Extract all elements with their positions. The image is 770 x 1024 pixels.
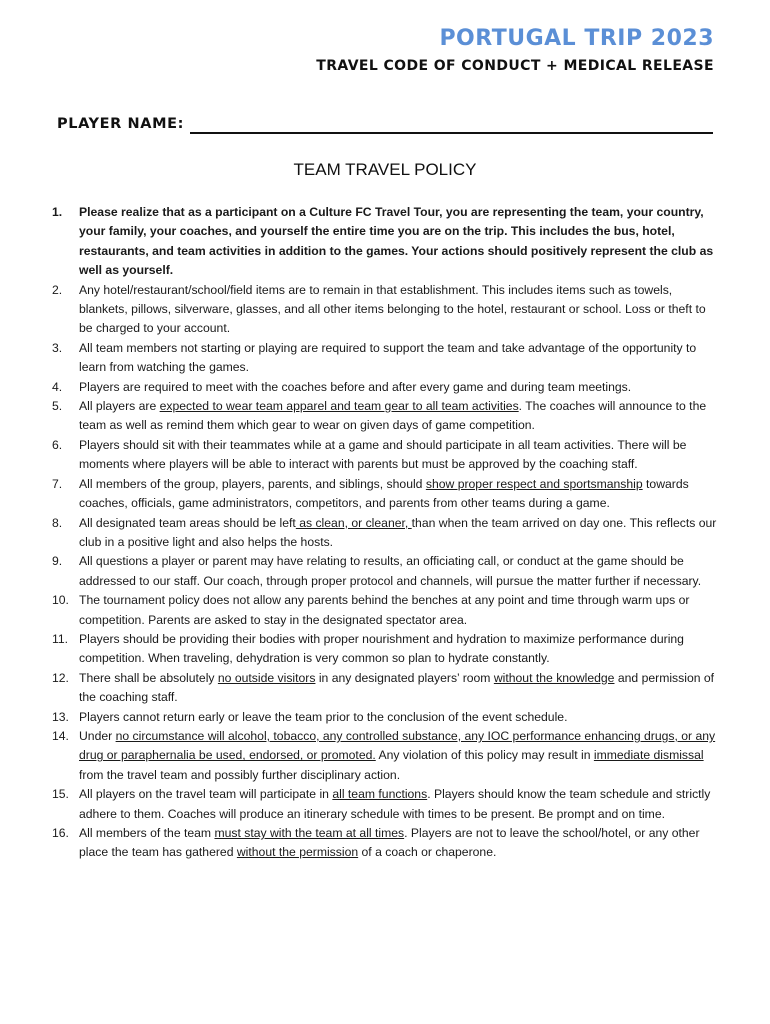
policy-item-text: [79, 591, 720, 630]
text-segment: . Players should know the team schedule and strictly adhere to them. Coaches will produce an itinerary schedule with times to be present. Be prompt and on time.: [79, 787, 711, 821]
section-heading: TEAM TRAVEL POLICY: [293, 160, 477, 179]
policy-item-number: 3.: [52, 340, 63, 355]
policy-item-number: 11.: [52, 631, 69, 646]
policy-item: [52, 785, 720, 824]
policy-item-number: 9.: [52, 554, 63, 569]
policy-item-text: [79, 203, 720, 281]
text-segment: Players should be providing their bodies with proper nourishment and hydration to maximize performance during competition. When traveling, dehydration is very common so plan to hydrate constantly.: [79, 631, 684, 666]
policy-item-number: 8.: [52, 515, 63, 530]
policy-item-text: [79, 436, 720, 475]
policy-item: [52, 591, 720, 630]
policy-item: [52, 436, 720, 475]
text-segment: than when the team arrived on day one. This reflects our club in a positive light and also helps the hosts.: [79, 515, 717, 549]
policy-item-text: [79, 630, 720, 669]
policy-item: [52, 669, 720, 708]
text-segment: Players should sit with their teammates while at a game and should participate in all team activities. There will be moments where players will be able to interact with parents but must be approved by the coaching staff.: [79, 437, 687, 472]
underlined-text: without the permission: [236, 845, 359, 860]
text-segment: All designated team areas should be left: [79, 515, 296, 530]
policy-item: [52, 397, 720, 436]
text-segment: All players on the travel team will participate in: [79, 787, 333, 802]
underlined-text: no circumstance will alcohol, tobacco, any controlled substance, any IOC performance enhancing drugs, or any drug or paraphernalia be used, endorsed, or promoted.: [79, 728, 716, 763]
player-name-label: PLAYER NAME:: [57, 116, 185, 132]
policy-item-text: [79, 669, 720, 708]
policy-item-text: [79, 397, 720, 436]
policy-item-text: [79, 378, 720, 397]
text-segment: Under: [79, 728, 116, 743]
text-segment: towards coaches, officials, game administrators, competitors, and parents from other teams during a game.: [79, 476, 689, 511]
underlined-text: all team functions: [332, 787, 428, 802]
policy-item-text: [79, 708, 720, 727]
underlined-text: as clean, or cleaner,: [295, 515, 412, 530]
text-segment: Players are required to meet with the coaches before and after every game and during team meetings.: [79, 379, 632, 394]
policy-item-number: 14.: [52, 728, 69, 743]
policy-item-number: 6.: [52, 437, 63, 452]
policy-item-text: [79, 514, 720, 553]
text-segment: All players are: [79, 399, 160, 414]
underlined-text: expected to wear team apparel and team gear to all team activities: [159, 399, 519, 414]
text-segment: All members of the team: [79, 826, 215, 840]
policy-item-text: [79, 281, 720, 339]
policy-item: [52, 630, 720, 669]
underlined-text: no outside visitors: [217, 670, 316, 685]
underlined-text: immediate dismissal: [593, 748, 704, 763]
underlined-text: must stay with the team at all times: [214, 826, 405, 840]
text-segment: of a coach or chaperone.: [358, 845, 497, 860]
policy-item-text: [79, 475, 720, 514]
policy-item-number: 13.: [52, 709, 69, 724]
player-name-blank-line: [190, 118, 713, 134]
text-segment: All members of the group, players, parents, and siblings, should: [79, 476, 426, 491]
policy-item-text: [79, 339, 720, 378]
policy-item-number: 4.: [52, 379, 63, 394]
policy-item-number: 16.: [52, 826, 69, 840]
policy-item: [52, 727, 720, 785]
document-subtitle: TRAVEL CODE OF CONDUCT + MEDICAL RELEASE: [316, 58, 714, 74]
policy-item-number: 5.: [52, 399, 63, 414]
policy-item-text: [79, 785, 720, 824]
policy-item: [52, 824, 720, 863]
policy-item-number: 1.: [52, 205, 63, 219]
text-segment: Players cannot return early or leave the team prior to the conclusion of the event schedule.: [79, 709, 568, 724]
text-segment: All questions a player or parent may have relating to results, an officiating call, or conduct at the game should be addressed to our staff. Our coach, through proper protocol and channels, will pursue the matter further if necessary.: [79, 554, 702, 588]
policy-item-number: 15.: [52, 787, 69, 802]
text-segment: Please realize that as a participant on a Culture FC Travel Tour, you are representing the team, your country, your family, your coaches, and yourself the entire time you are on the trip. This includes the bus, hotel, restaurants, and team activities in addition to the games. Your actions should positively represent the club as well as yourself.: [79, 205, 714, 278]
text-segment: and permission of the coaching staff.: [79, 670, 715, 705]
text-segment: The tournament policy does not allow any parents behind the benches at any point and time through warm ups or competition. Parents are asked to stay in the designated spectator area.: [79, 593, 690, 627]
text-segment: from the travel team and possibly further disciplinary action.: [79, 767, 401, 782]
text-segment: Any violation of this policy may result in: [375, 748, 594, 763]
policy-item-text: [79, 824, 720, 863]
policy-item: [52, 339, 720, 378]
policy-item: [52, 708, 720, 727]
document-title: PORTUGAL TRIP 2023: [439, 26, 714, 51]
policy-item: [52, 378, 720, 397]
policy-item-text: [79, 552, 720, 591]
text-segment: All team members not starting or playing are required to support the team and take advantage of the opportunity to learn from watching the games.: [79, 340, 697, 375]
policy-list: [52, 203, 720, 863]
text-segment: . Players are not to leave the school/hotel, or any other place the team has gathered: [79, 826, 700, 860]
policy-item: [52, 552, 720, 591]
policy-item-number: 2.: [52, 282, 63, 297]
policy-item: [52, 281, 720, 339]
policy-item-number: 10.: [52, 593, 69, 608]
text-segment: . The coaches will announce to the team as well as remind them which gear to wear on given days of game competition.: [79, 399, 707, 433]
text-segment: in any designated players’ room: [315, 670, 494, 685]
policy-item: [52, 514, 720, 553]
policy-item-number: 7.: [52, 476, 63, 491]
policy-item: [52, 475, 720, 514]
policy-item: [52, 203, 720, 281]
text-segment: There shall be absolutely: [79, 670, 218, 685]
underlined-text: without the knowledge: [493, 670, 615, 685]
text-segment: Any hotel/restaurant/school/field items are to remain in that establishment. This includes items such as towels, blankets, pillows, silverware, glasses, and all other items belonging to the hotel, restaurant or school. Loss or theft to be charged to your account.: [79, 282, 706, 336]
underlined-text: show proper respect and sportsmanship: [425, 476, 643, 491]
policy-item-text: [79, 727, 720, 785]
policy-item-number: 12.: [52, 670, 69, 685]
player-name-row: [57, 112, 713, 134]
